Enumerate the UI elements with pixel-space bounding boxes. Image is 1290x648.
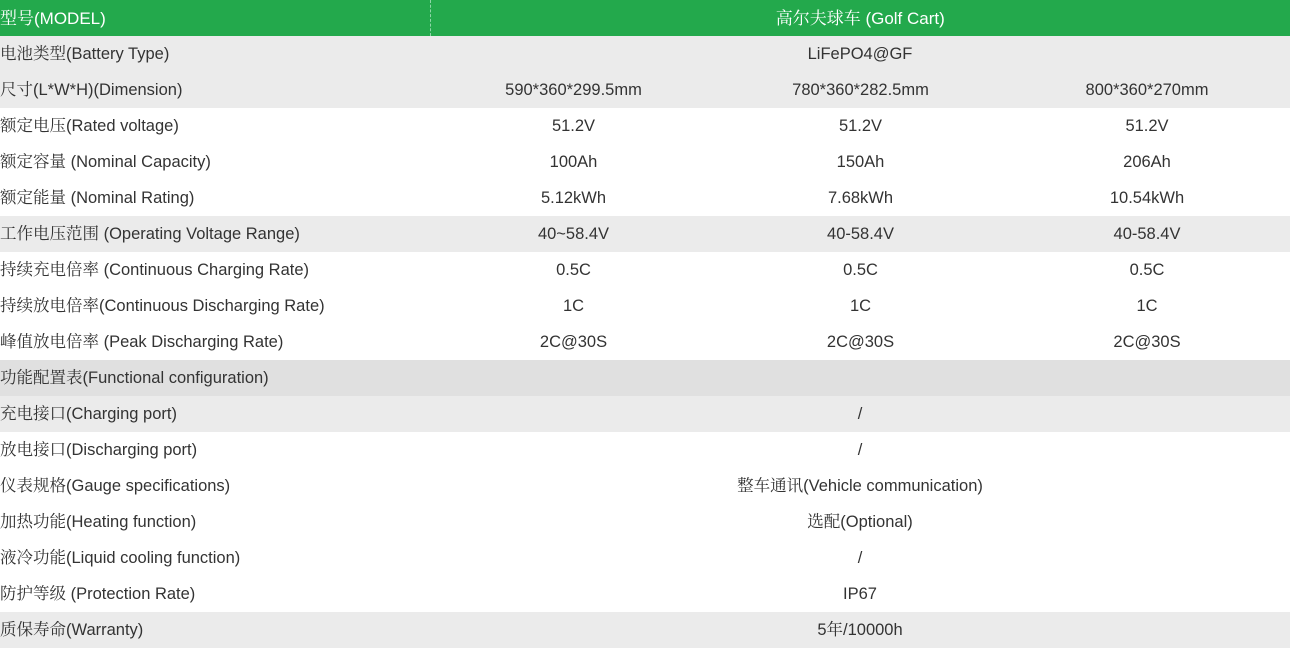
row-label: 额定能量 (Nominal Rating) xyxy=(0,180,430,216)
table-row xyxy=(0,108,1290,144)
table-row xyxy=(0,540,1290,576)
table-row xyxy=(0,288,1290,324)
row-value: 780*360*282.5mm xyxy=(717,72,1004,108)
row-value: 2C@30S xyxy=(1004,324,1290,360)
row-value: 800*360*270mm xyxy=(1004,72,1290,108)
table-header-row xyxy=(0,0,1290,36)
row-value: 51.2V xyxy=(717,108,1004,144)
table-row xyxy=(0,36,1290,72)
table-row xyxy=(0,576,1290,612)
row-value: 选配(Optional) xyxy=(430,504,1290,540)
header-model-title: 高尔夫球车 (Golf Cart) xyxy=(430,0,1290,36)
row-value: 100Ah xyxy=(430,144,717,180)
row-value: 0.5C xyxy=(717,252,1004,288)
row-value: 整车通讯(Vehicle communication) xyxy=(430,468,1290,504)
table-section-row xyxy=(0,360,1290,396)
table-row xyxy=(0,144,1290,180)
row-label: 充电接口(Charging port) xyxy=(0,396,430,432)
table-rows xyxy=(0,36,1290,648)
row-value: 40-58.4V xyxy=(1004,216,1290,252)
row-value: / xyxy=(430,396,1290,432)
row-value: 5年/10000h xyxy=(430,612,1290,648)
row-value: 0.5C xyxy=(430,252,717,288)
table-row xyxy=(0,324,1290,360)
table-row xyxy=(0,72,1290,108)
row-label: 持续放电倍率(Continuous Discharging Rate) xyxy=(0,288,430,324)
row-value: 7.68kWh xyxy=(717,180,1004,216)
row-value: 40-58.4V xyxy=(717,216,1004,252)
row-value: 40~58.4V xyxy=(430,216,717,252)
row-value: LiFePO4@GF xyxy=(430,36,1290,72)
row-label: 尺寸(L*W*H)(Dimension) xyxy=(0,72,430,108)
row-label: 液冷功能(Liquid cooling function) xyxy=(0,540,430,576)
table-row xyxy=(0,504,1290,540)
row-value: 590*360*299.5mm xyxy=(430,72,717,108)
row-value: 2C@30S xyxy=(430,324,717,360)
row-label: 加热功能(Heating function) xyxy=(0,504,430,540)
row-label: 电池类型(Battery Type) xyxy=(0,36,430,72)
row-value: 206Ah xyxy=(1004,144,1290,180)
row-label: 防护等级 (Protection Rate) xyxy=(0,576,430,612)
row-label: 峰值放电倍率 (Peak Discharging Rate) xyxy=(0,324,430,360)
row-label: 质保寿命(Warranty) xyxy=(0,612,430,648)
table-row xyxy=(0,432,1290,468)
table-row xyxy=(0,180,1290,216)
row-label: 工作电压范围 (Operating Voltage Range) xyxy=(0,216,430,252)
row-value: 150Ah xyxy=(717,144,1004,180)
row-value: / xyxy=(430,432,1290,468)
row-value: 1C xyxy=(430,288,717,324)
table-row xyxy=(0,252,1290,288)
row-value: 5.12kWh xyxy=(430,180,717,216)
row-label: 额定容量 (Nominal Capacity) xyxy=(0,144,430,180)
row-value: 0.5C xyxy=(1004,252,1290,288)
row-value: 51.2V xyxy=(430,108,717,144)
row-value: 1C xyxy=(1004,288,1290,324)
table-row xyxy=(0,216,1290,252)
header-model-label: 型号(MODEL) xyxy=(0,0,430,36)
row-value: 51.2V xyxy=(1004,108,1290,144)
row-value: 2C@30S xyxy=(717,324,1004,360)
table-body xyxy=(0,0,1290,36)
row-label: 放电接口(Discharging port) xyxy=(0,432,430,468)
row-label: 额定电压(Rated voltage) xyxy=(0,108,430,144)
section-title: 功能配置表(Functional configuration) xyxy=(0,360,1290,396)
row-value: IP67 xyxy=(430,576,1290,612)
row-label: 仪表规格(Gauge specifications) xyxy=(0,468,430,504)
table-row xyxy=(0,396,1290,432)
row-value: 10.54kWh xyxy=(1004,180,1290,216)
table-row xyxy=(0,468,1290,504)
row-value: 1C xyxy=(717,288,1004,324)
row-value: / xyxy=(430,540,1290,576)
table-row xyxy=(0,612,1290,648)
row-label: 持续充电倍率 (Continuous Charging Rate) xyxy=(0,252,430,288)
